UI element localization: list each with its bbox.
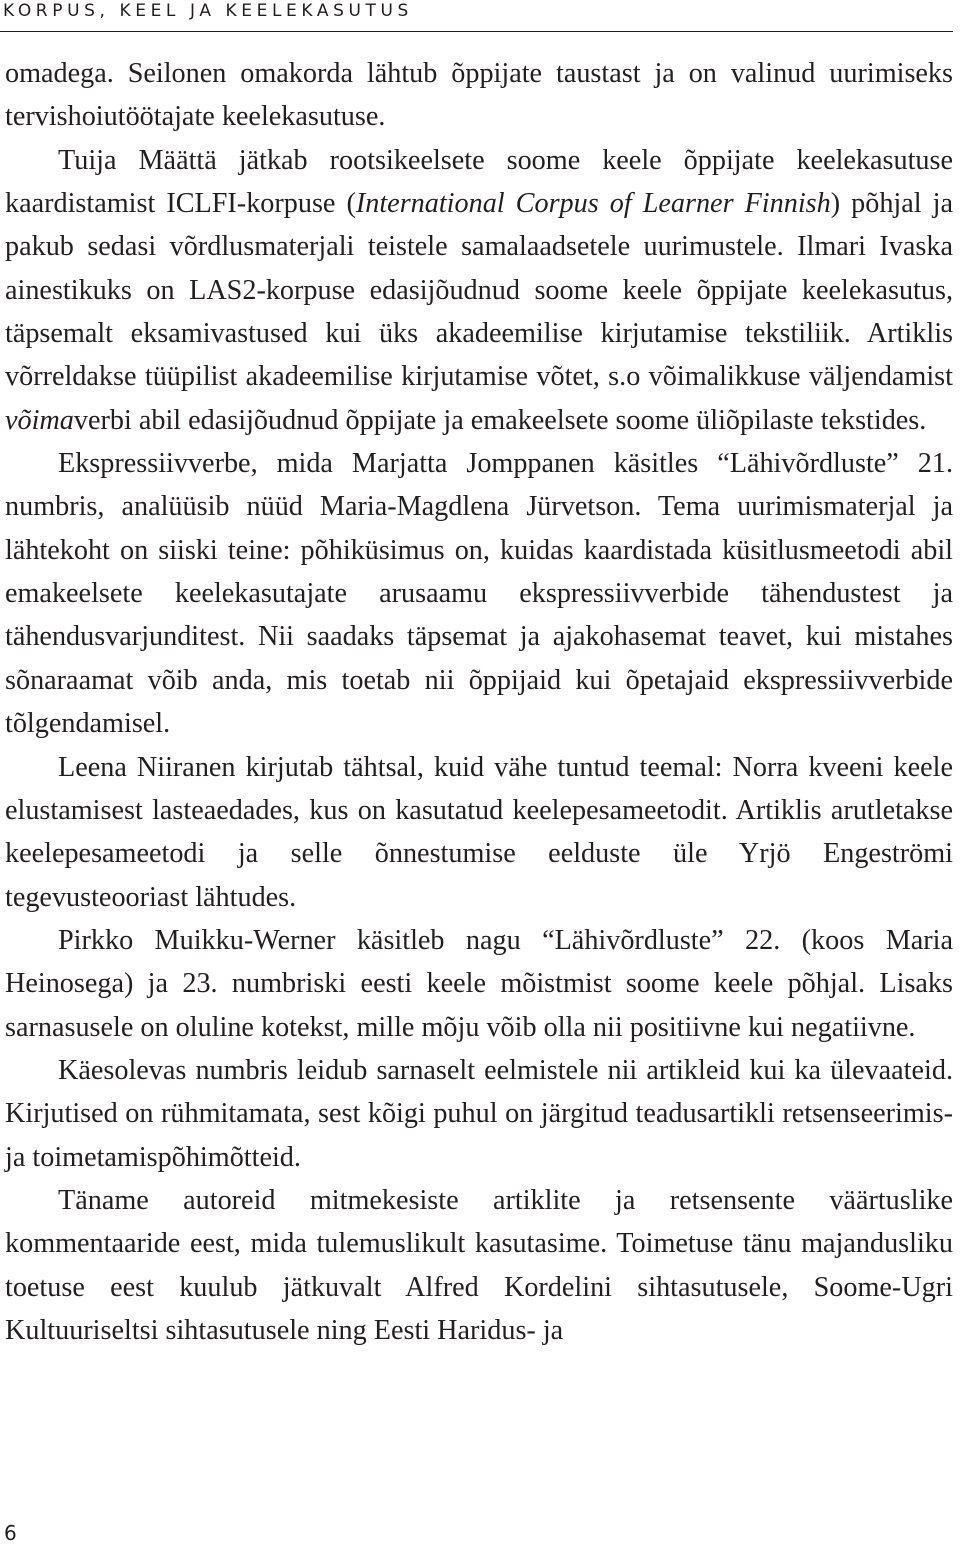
corpus-title-italic: International Corpus of Learner Finnish: [355, 188, 831, 220]
paragraph-2-part-a: Tuija Määttä jätkab rootsikeelsete soome keele õppijate keelekasutuse kaardistamist ICLFI-korpuse (: [5, 144, 953, 220]
page-number: 6: [4, 1521, 17, 1545]
body-text: [5, 52, 953, 1352]
paragraph-1: omadega. Seilonen omakorda lähtub õppijate taustast ja on valinud uurimiseks tervishoiutöötajate keelekasutuse.: [5, 58, 953, 133]
paragraph-5: Pirkko Muikku-Werner käsitleb nagu “Lähivõrdluste” 22. (koos Maria Heinosega) ja 23. numbriski eesti keele mõistmist soome keele põhjal. Lisaks sarnasusele on oluline kotekst, mille mõju võib olla nii positiivne kui negatiivne.: [5, 924, 953, 1043]
paragraph-7: Täname autoreid mitmekesiste artiklite ja retsensente väärtuslike kommentaaride eest, mida tulemuslikult kasutasime. Toimetuse tänu majandusliku toetuse eest kuulub jätkuvalt Alfred Kordelini sihtasutusele, Soome-Ugri Kultuuriseltsi sihtasutusele ning Eesti Haridus- ja: [5, 1184, 953, 1346]
paragraph-6: Käesolevas numbris leidub sarnaselt eelmistele nii artikleid kui ka ülevaateid. Kirjutised on rühmitamata, sest kõigi puhul on järgitud teadusartikli retsenseerimis- ja toimetamispõhimõtteid.: [5, 1054, 953, 1173]
running-header: KORPUS, KEEL JA KEELEKASUTUS: [3, 1, 413, 21]
paragraph-2-part-b: ) põhjal ja pakub sedasi võrdlusmaterjali teistele samalaadsetele uurimustele. Ilmari Ivaska ainestikuks on LAS2-korpuse edasijõudnud soome keele õppijate keelekasutus, täpsemalt eksamivastused kui üks akadeemilise kirjutamise tekstiliik. Artiklis võrreldakse tüüpilist akadeemilise kirjutamise võtet, s.o võimalikkuse väljendamist: [5, 188, 953, 393]
paragraph-4: Leena Niiranen kirjutab tähtsal, kuid vähe tuntud teemal: Norra kveeni keele elustamisest lasteaedades, kus on kasutatud keelepesameetodit. Artiklis arutletakse keelepesameetodi ja selle õnnestumise eelduste üle Yrjö Engeströmi tegevusteooriast lähtudes.: [5, 751, 953, 913]
paragraph-3: Ekspressiivverbe, mida Marjatta Jomppanen käsitles “Lähivõrdluste” 21. numbris, analüüsib nüüd Maria-Magdlena Jürvetson. Tema uurimismaterjal ja lähtekoht on siiski teine: põhiküsimus on, kuidas kaardistada küsitlusmeetodi abil emakeelsete keelekasutajate arusaamu ekspressiivverbide tähendustest ja tähendusvarjunditest. Nii saadaks täpsemat ja ajakohasemat teavet, kui mistahes sõnaraamat võib anda, mis toetab nii õppijaid kui õpetajaid ekspressiivverbide tõlgendamisel.: [5, 448, 953, 740]
verb-italic: võima: [5, 404, 74, 436]
paragraph-2: [5, 139, 953, 442]
paragraph-2-part-c: verbi abil edasijõudnud õppijate ja emakeelsete soome üliõpilaste tekstides.: [73, 404, 927, 436]
header-rule: [0, 31, 953, 32]
